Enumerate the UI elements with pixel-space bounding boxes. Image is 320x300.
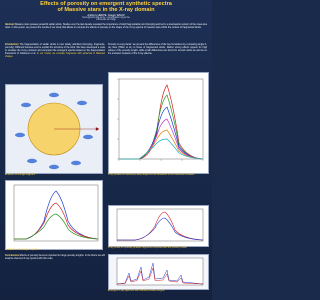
fragment-caption: Emission of a single fragment [5, 174, 36, 176]
profiles-figure [108, 72, 209, 174]
introduction [5, 44, 105, 59]
authors: Anthony HERVE, Gregor RAUW [87, 13, 125, 17]
header [0, 0, 212, 22]
intro-highlight: In our model, we consider fragments with spherical or flattened shapes. [5, 52, 105, 58]
affiliation: Universite de Liege [96, 19, 116, 22]
intro-text: The fragmentation of stellar winds is now widely admitted (clumping, fragments, porosity). Different theories exist to explain the structure of the wind. We have developed a code to simulate the X-ray emission and computed the emergent spectra based on the fragmentation framework of Oskinova et al. [5, 44, 105, 55]
spectrum-plot [109, 255, 208, 289]
conclusions [5, 255, 105, 261]
opaque-figure [108, 205, 209, 247]
fragment-plot [6, 85, 102, 173]
results-text: Porosity is a key factor: we present the differences of the two formalisms by comparing single X-ray lines (Hillier et al.) to those of fragmented winds. Rather strong effects appear for high values of the porosity length, while small differences are found for smooth winds as well as on the emission measure of the X-ray plasma. [108, 44, 207, 55]
comparison-caption: Comparison of emergent spectra [5, 249, 39, 251]
emails: herve@astro.ulg.ac.be - rauw@astro.ulg.ac.be [82, 16, 130, 19]
comparison-figure [5, 180, 103, 250]
title-line-1: Effects of porosity on emergent synthetic spectra [40, 1, 172, 7]
profiles-caption: X-ray profiles for various porosity lengths in the framework of the Oskinova formalism [108, 174, 195, 176]
title-line-2: of Massive stars in the X-ray domain [57, 7, 155, 13]
abstract-label: Abstract [5, 24, 15, 26]
profiles-plot [109, 73, 208, 173]
opaque-caption: X-ray profile for optically opaque fragments computed with the porosity model [108, 247, 187, 249]
comparison-plot [6, 181, 102, 249]
spectrum-caption: Emergent X-ray spectrum with different porosity lengths [108, 290, 165, 292]
abstract-text: Massive stars possess powerful stellar winds. Studies over the last decade revealed the importance of wind fragmentation and clumping and led to a downwards revision of the mass-loss rates. In this poster, we present the results of our study that allows to compute the effects of porosity on the shape of the X-ray spectra of massive stars within the context of fragmented winds. [5, 24, 207, 29]
conclusions-heading: Conclusions [5, 255, 19, 257]
opaque-plot [109, 206, 208, 246]
fragment-figure [5, 84, 103, 174]
conclusions-text: Effects of porosity become important for large porosity lengths. In the future we will analyze observed X-ray spectra with this code. [5, 255, 105, 260]
intro-heading: Introduction [5, 44, 19, 46]
abstract [5, 24, 207, 30]
spectrum-figure [108, 254, 209, 290]
